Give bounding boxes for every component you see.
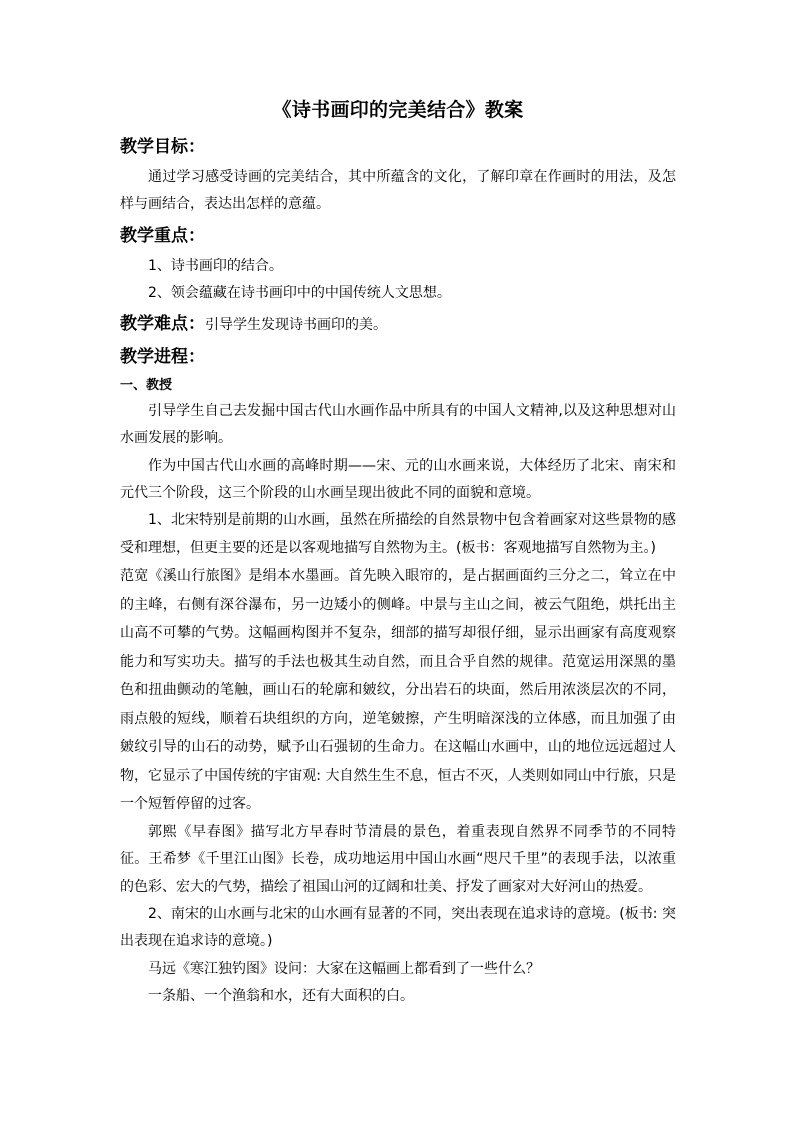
objectives-heading: 教学目标： (120, 137, 205, 157)
process-paragraph: 引导学生自己去发掘中国古代山水画作品中所具有的中国人文精神,以及这种思想对山水画发展的影响。 (120, 402, 676, 447)
process-sub-heading: 一、教授 (120, 377, 173, 393)
difficulties-heading: 教学难点： (120, 313, 205, 334)
process-paragraph: 1、北宋特别是前期的山水画，虽然在所描绘的自然景物中包含着画家对这些景物的感受和理想，但更主要的还是以客观地描写自然物为主。(板书：客观地描写自然物为主。) (120, 512, 676, 556)
key-points-heading: 教学重点： (120, 225, 205, 246)
key-point-item: 1、诗书画印的结合。 (148, 257, 283, 274)
process-heading: 教学进程： (120, 346, 205, 367)
objectives-text: 通过学习感受诗画的完美结合，其中所蕴含的文化，了解印章在作画时的用法，及怎样与画结合，表达出怎样的意蕴。 (120, 169, 676, 213)
process-paragraph: 作为中国古代山水画的高峰时期——宋、元的山水画来说，大体经历了北宋、南宋和元代三个阶段，这三个阶段的山水画呈现出彼此不同的面貌和意境。 (120, 457, 676, 502)
difficulties-row (120, 311, 676, 338)
document-page (120, 96, 676, 1011)
process-paragraph: 一条船、一个渔翁和水，还有大面积的白。 (148, 988, 414, 1005)
process-paragraph: 2、南宋的山水画与北宋的山水画有显著的不同，突出表现在追求诗的意境。(板书: 突出表现在追求诗的意境。) (120, 905, 676, 950)
process-paragraph: 郭熙《早春图》描写北方早春时节清晨的景色，着重表现自然界不同季节的不同特征。王希梦《千里江山图》长卷，成功地运用中国山水画“咫尺千里”的表现手法，以浓重的色彩、宏大的气势，描绘了祖国山河的辽阔和壮美、抒发了画家对大好河山的热爱。 (120, 823, 676, 895)
document-title: 《诗书画印的完美结合》教案 (272, 99, 524, 121)
key-point-item: 2、领会蕴藏在诗书画印中的中国传统人文思想。 (148, 284, 451, 301)
difficulties-text: 引导学生发现诗书画印的美。 (205, 316, 387, 333)
process-paragraph: 范宽《溪山行旅图》是绢本水墨画。首先映入眼帘的，是占据画面约三分之二，耸立在中的主峰，右侧有深谷瀑布，另一边矮小的侧峰。中景与主山之间，被云气阻绝，烘托出主山高不可攀的气势。这幅画构图并不复杂，细部的描写却很仔细，显示出画家有高度观察能力和写实功夫。描写的手法也极其生动自然，而且合乎自然的规律。范宽运用深黑的墨色和扭曲颤动的笔触，画山石的轮廓和皴纹，分出岩石的块面，然后用浓淡层次的不同，雨点般的短线，顺着石块组织的方向，逆笔皴擦，产生明暗深浅的立体感，而且加强了由皴纹引导的山石的动势，赋予山石强韧的生命力。在这幅山水画中，山的地位远远超过人物，它显示了中国传统的宇宙观: 大自然生生不息，恒古不灭，人类则如同山中行旅，只是一个短暂停留的过客。 (120, 568, 676, 813)
process-paragraph: 马远《寒江独钓图》设问：大家在这幅画上都看到了一些什么？ (148, 960, 540, 977)
